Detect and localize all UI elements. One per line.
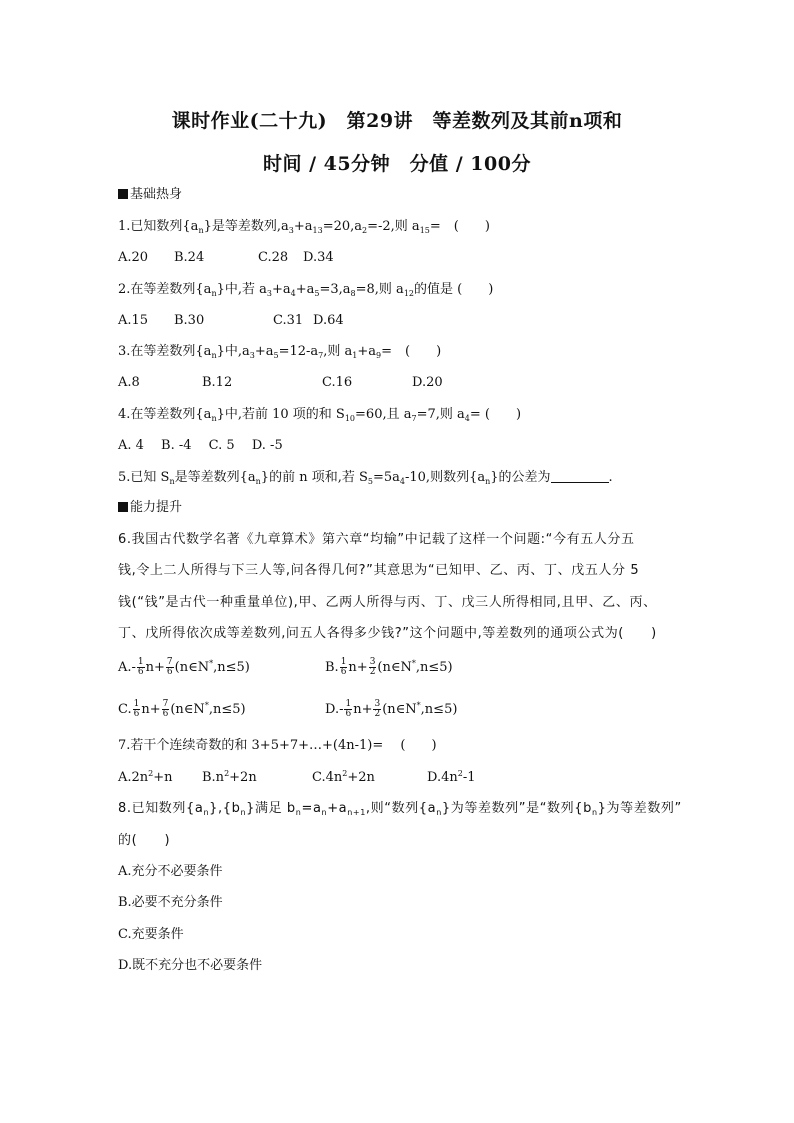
option: A.15	[118, 313, 149, 328]
option: B.24	[174, 250, 205, 265]
option: D.20	[412, 375, 443, 390]
page-title: 课时作业(二十九) 第29讲 等差数列及其前n项和	[171, 110, 623, 132]
answer-blank	[551, 470, 609, 483]
option: D.64	[313, 313, 344, 328]
option: $A.2n^2+n$	[118, 769, 173, 785]
option: B.12	[202, 375, 233, 390]
question-4-options: A. 4 B. -4 C. 5 D. -5	[118, 438, 283, 453]
question-6-option-b: B. $\frac{1}{6}$ n+ $\frac{3}{2}$ (n∈N*,n≤5)	[325, 657, 453, 677]
question-8-line-2: 的( )	[118, 833, 171, 848]
option: C.16	[322, 375, 353, 390]
question-6-line-3: 钱(“钱”是古代一种重量单位),甲、乙两人所得与丙、丁、戊三人所得相同,且甲、乙、丙、	[118, 595, 657, 610]
question-8-option-b: B.必要不充分条件	[118, 895, 223, 910]
square-bullet-icon	[118, 502, 128, 512]
question-6-line-4: 丁、戊所得依次成等差数列,问五人各得多少钱?”这个问题中,等差数列的通项公式为( )	[118, 626, 657, 641]
question-2: 2.在等差数列$\{a_n\}$中,若 $a_3+a_4+a_5=3,a_8=8$,则 $a_{12}$的值是 ( )	[118, 282, 494, 298]
question-8-option-a: A.充分不必要条件	[118, 864, 223, 879]
question-7: 7.若干个连续奇数的和 3+5+7+…+(4n-1)= ( )	[118, 738, 437, 753]
option: A.20	[118, 250, 149, 265]
question-1: 1.已知数列$\{a_n\}$是等差数列$,a_3+a_{13}=20,a_2=-2$,则 $a_{15}=$ ( )	[118, 219, 490, 235]
question-5: 5.已知 $S_n$是等差数列$\{a_n\}$的前 n 项和,若 $S_5=5a_4-10$,则数列$\{a_n\}$的公差为 .	[118, 470, 613, 486]
question-6-line-2: 钱,令上二人所得与下三人等,问各得几何?”其意思为“已知甲、乙、丙、丁、戊五人分 5	[118, 563, 640, 578]
option: B.30	[174, 313, 205, 328]
question-4: 4.在等差数列$\{a_n\}$中,若前 10 项的和 $S_{10}=60$,且 $a_7=7$,则 $a_4=$ ( )	[118, 407, 522, 423]
question-8-option-c: C.充要条件	[118, 927, 184, 942]
option: $D.4n^2-1$	[427, 769, 476, 785]
question-3: 3.在等差数列$\{a_n\}$中$,a_3+a_5=12-a_7$,则 $a_1+a_9=$ ( )	[118, 344, 442, 360]
question-8-option-d: D.既不充分也不必要条件	[118, 958, 263, 973]
question-6-option-a: A.- $\frac{1}{6}$ n+ $\frac{7}{6}$ (n∈N*,n≤5)	[118, 657, 250, 677]
section-heading-advanced: 能力提升	[118, 499, 182, 517]
page-subtitle: 时间 / 45分钟 分值 / 100分	[263, 153, 531, 175]
question-6-line-1: 6.我国古代数学名著《九章算术》第六章“均输”中记载了这样一个问题:“今有五人分五	[118, 532, 635, 547]
option: $C.4n^2+2n$	[312, 769, 375, 785]
option: A.8	[118, 375, 140, 390]
option: C.28	[258, 250, 289, 265]
option: $B.n^2+2n$	[202, 769, 257, 785]
question-6-option-d: D.- $\frac{1}{6}$ n+ $\frac{3}{2}$ (n∈N*,n≤5)	[325, 699, 458, 719]
section-heading-basic: 基础热身	[118, 186, 182, 204]
square-bullet-icon	[118, 189, 128, 199]
question-6-option-c: C. $\frac{1}{6}$ n+ $\frac{7}{6}$ (n∈N*,n≤5)	[118, 699, 246, 719]
question-8: 8.已知数列$\{a_n\},\{b_n\}$满足 $b_n=a_n+a_{n+1}$,则“数列$\{a_n\}$为等差数列”是“数列$\{b_n\}$为等差数列”	[118, 801, 682, 817]
option: C.31	[273, 313, 304, 328]
option: D.34	[303, 250, 334, 265]
